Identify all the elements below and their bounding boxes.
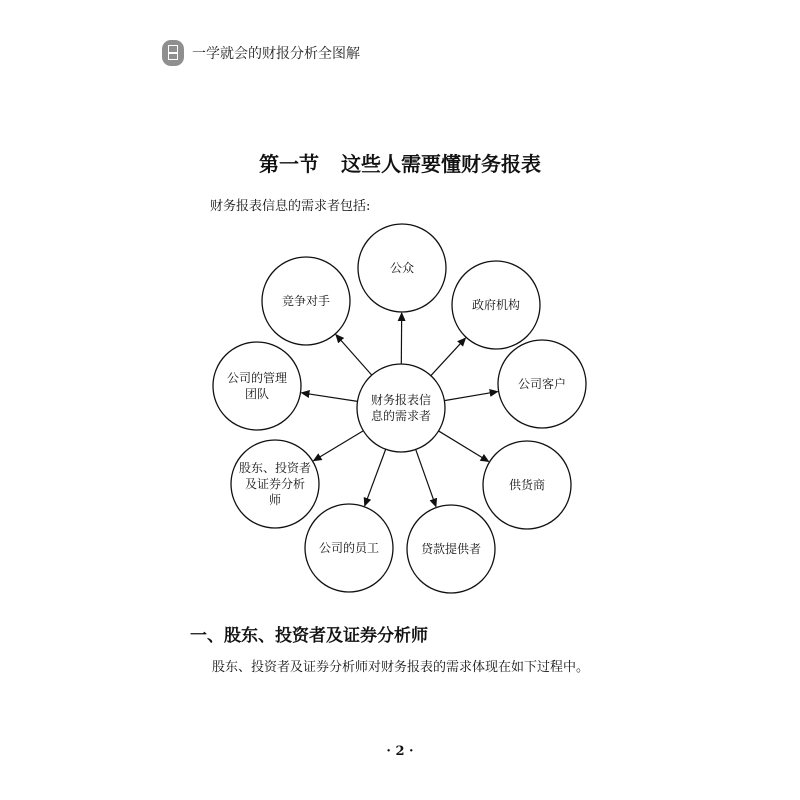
node-management-label: 公司的管理	[226, 371, 288, 385]
node-center-label: 财务报表信	[370, 393, 432, 407]
node-investors	[231, 440, 319, 528]
node-management-circle	[213, 342, 301, 430]
arrow-to-government	[431, 338, 466, 376]
node-suppliers	[483, 441, 571, 529]
diagram-nodes	[213, 224, 586, 593]
node-customers	[498, 340, 586, 428]
section-title-text: 这些人需要懂财务报表	[341, 152, 541, 176]
node-management-label: 团队	[244, 387, 270, 401]
subsection-heading: 一、股东、投资者及证券分析师	[190, 626, 428, 646]
node-government-label: 政府机构	[471, 298, 521, 312]
node-management	[213, 342, 301, 430]
arrow-to-investors	[314, 431, 364, 461]
arrow-to-suppliers	[439, 431, 489, 462]
node-center-label: 息的需求者	[370, 409, 432, 423]
node-public-label: 公众	[389, 261, 415, 275]
node-investors-label: 及证券分析	[244, 477, 306, 491]
arrow-to-lenders	[416, 449, 436, 506]
node-center	[357, 364, 445, 452]
node-public	[358, 224, 446, 312]
node-customers-label: 公司客户	[517, 377, 567, 391]
node-investors-label: 师	[268, 493, 282, 507]
page-number: · 2 ·	[386, 744, 414, 759]
node-suppliers-label: 供货商	[508, 478, 546, 492]
node-lenders	[407, 505, 495, 593]
arrow-to-customers	[444, 392, 497, 401]
section-number: 第一节	[259, 152, 319, 176]
node-competitors-label: 竞争对手	[281, 294, 331, 308]
node-center-circle	[357, 364, 445, 452]
node-investors-label: 股东、投资者	[238, 461, 312, 475]
arrow-to-employees	[365, 449, 386, 506]
subsection-paragraph: 股东、投资者及证券分析师对财务报表的需求体现在如下过程中。	[212, 660, 590, 675]
arrow-to-management	[301, 393, 357, 402]
node-lenders-label: 贷款提供者	[420, 542, 482, 556]
node-government	[452, 261, 540, 349]
node-employees-label: 公司的员工	[318, 541, 380, 555]
node-competitors	[262, 257, 350, 345]
arrow-to-competitors	[336, 335, 372, 375]
book-title: 一学就会的财报分析全图解	[192, 46, 360, 62]
intro-text: 财务报表信息的需求者包括:	[210, 199, 371, 214]
node-employees	[305, 504, 393, 592]
